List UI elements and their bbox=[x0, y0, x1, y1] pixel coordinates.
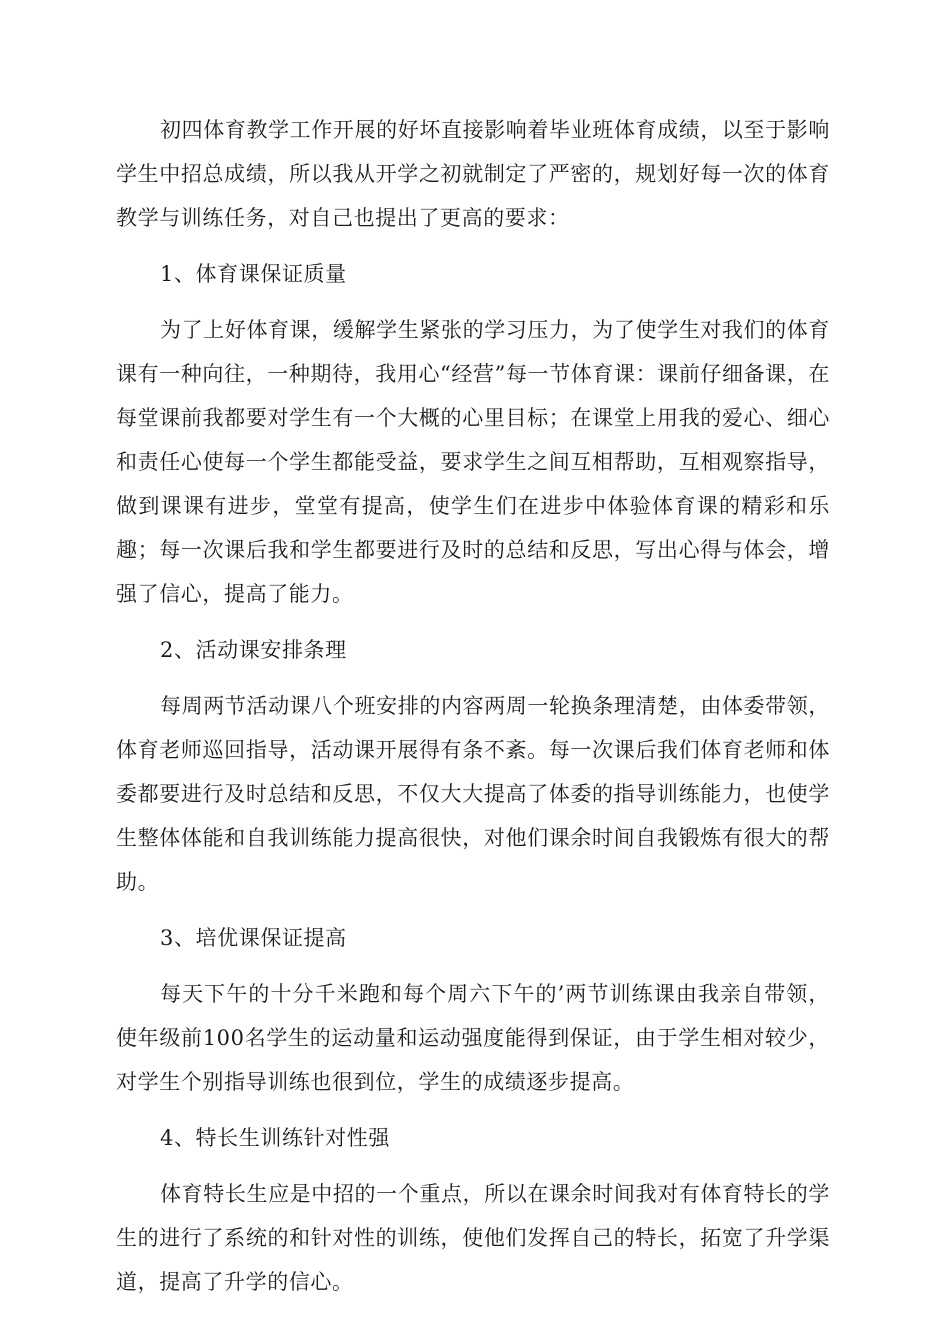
section-1-body: 为了上好体育课，缓解学生紧张的学习压力，为了使学生对我们的体育课有一种向往，一种期待，我用心“经营”每一节体育课：课前仔细备课，在每堂课前我都要对学生有一个大概的心里目标；在课堂上用我的爱心、细心和责任心使每一个学生都能受益，要求学生之间互相帮助，互相观察指导，做到课课有进步，堂堂有提高，使学生们在进步中体验体育课的精彩和乐趣；每一次课后我和学生都要进行及时的总结和反思，写出心得与体会，增强了信心，提高了能力。 bbox=[116, 318, 830, 606]
section-3-heading: 3、培优课保证提高 bbox=[160, 926, 347, 950]
intro-paragraph: 初四体育教学工作开展的好坏直接影响着毕业班体育成绩，以至于影响学生中招总成绩，所以我从开学之初就制定了严密的，规划好每一次的体育教学与训练任务，对自己也提出了更高的要求： bbox=[116, 118, 830, 230]
section-3-body: 每天下午的十分千米跑和每个周六下午的’两节训练课由我亲自带领，使年级前100名学生的运动量和运动强度能得到保证，由于学生相对较少，对学生个别指导训练也很到位，学生的成绩逐步提高。 bbox=[116, 982, 830, 1094]
section-4-body: 体育特长生应是中招的一个重点，所以在课余时间我对有体育特长的学生的进行了系统的和针对性的训练，使他们发挥自己的特长，拓宽了升学渠道，提高了升学的信心。 bbox=[116, 1182, 830, 1294]
section-2-heading: 2、活动课安排条理 bbox=[160, 638, 347, 662]
section-2-body: 每周两节活动课八个班安排的内容两周一轮换条理清楚，由体委带领，体育老师巡回指导，活动课开展得有条不紊。每一次课后我们体育老师和体委都要进行及时总结和反思，不仅大大提高了体委的指导训练能力，也使学生整体体能和自我训练能力提高很快，对他们课余时间自我锻炼有很大的帮助。 bbox=[116, 694, 830, 894]
section-4-heading: 4、特长生训练针对性强 bbox=[160, 1126, 390, 1150]
section-1-heading: 1、体育课保证质量 bbox=[160, 262, 347, 286]
document-page bbox=[116, 108, 830, 1304]
